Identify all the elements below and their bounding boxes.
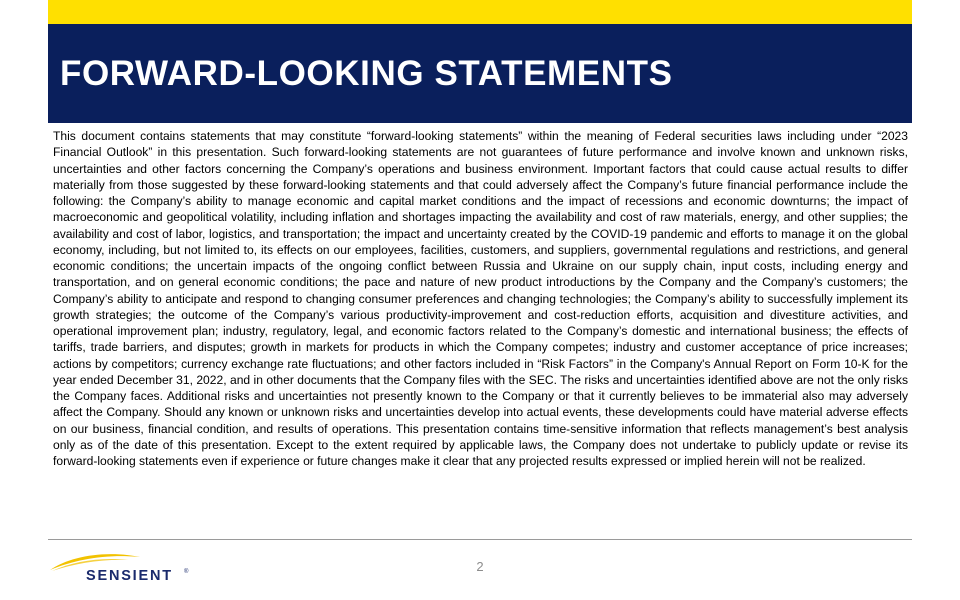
- footer-divider: [48, 539, 912, 540]
- logo-wordmark: SENSIENT: [86, 568, 173, 584]
- sensient-logo: [48, 550, 198, 590]
- forward-looking-statement-text: This document contains statements that may constitute “forward-looking statements” within the meaning of Federal securities laws including under “2023 Financial Outlook” in this presentation. Such forward-looking statements are not guarantees of future performance and involve known and unknown risks, uncertainties and other factors concerning the Company’s operations and business environment. Important factors that could cause actual results to differ materially from those suggested by these forward-looking statements and that could adversely affect the Company’s future financial performance include the following: the Company’s ability to manage economic and capital market conditions and the impact of recessions and economic downturns; the impact of macroeconomic and geopolitical volatility, including inflation and shortages impacting the availability and cost of raw materials, energy, and other supplies; the availability and cost of labor, logistics, and transportation; the impact and uncertainty created by the COVID-19 pandemic and efforts to manage it on the global economy, including, but not limited to, its effects on our employees, facilities, customers, and suppliers, governmental regulations and restrictions, and general economic conditions; the uncertain impacts of the ongoing conflict between Russia and Ukraine on our supply chain, input costs, including energy and transportation, and on general economic conditions; the pace and nature of new product introductions by the Company and the Company’s customers; the Company’s ability to anticipate and respond to changing consumer preferences and changing technologies; the Company’s ability to successfully implement its growth strategies; the outcome of the Company’s various productivity-improvement and cost-reduction efforts, acquisition and divestiture activities, and operational improvement plan; industry, regulatory, legal, and economic factors related to the Company’s domestic and international business; the effects of tariffs, trade barriers, and disputes; growth in markets for products in which the Company competes; industry and customer acceptance of price increases; actions by competitors; currency exchange rate fluctuations; and other factors included in “Risk Factors” in the Company's Annual Report on Form 10-K for the year ended December 31, 2022, and in other documents that the Company files with the SEC. The risks and uncertainties identified above are not the only risks the Company faces. Additional risks and uncertainties not presently known to the Company or that it currently believes to be immaterial also may adversely affect the Company. Should any known or unknown risks and uncertainties develop into actual events, these developments could have material adverse effects on our business, financial condition, and results of operations. This presentation contains time-sensitive information that reflects management’s best analysis only as of the date of this presentation. Except to the extent required by applicable laws, the Company does not undertake to publicly update or revise its forward-looking statements even if experience or future changes make it clear that any projected results expressed or implied herein will not be realized.: [53, 129, 908, 468]
- top-accent-bar: [48, 0, 912, 24]
- title-band: [48, 24, 912, 123]
- slide-title: FORWARD-LOOKING STATEMENTS: [60, 54, 673, 93]
- page-number: 2: [476, 559, 484, 574]
- registered-mark: ®: [184, 569, 189, 575]
